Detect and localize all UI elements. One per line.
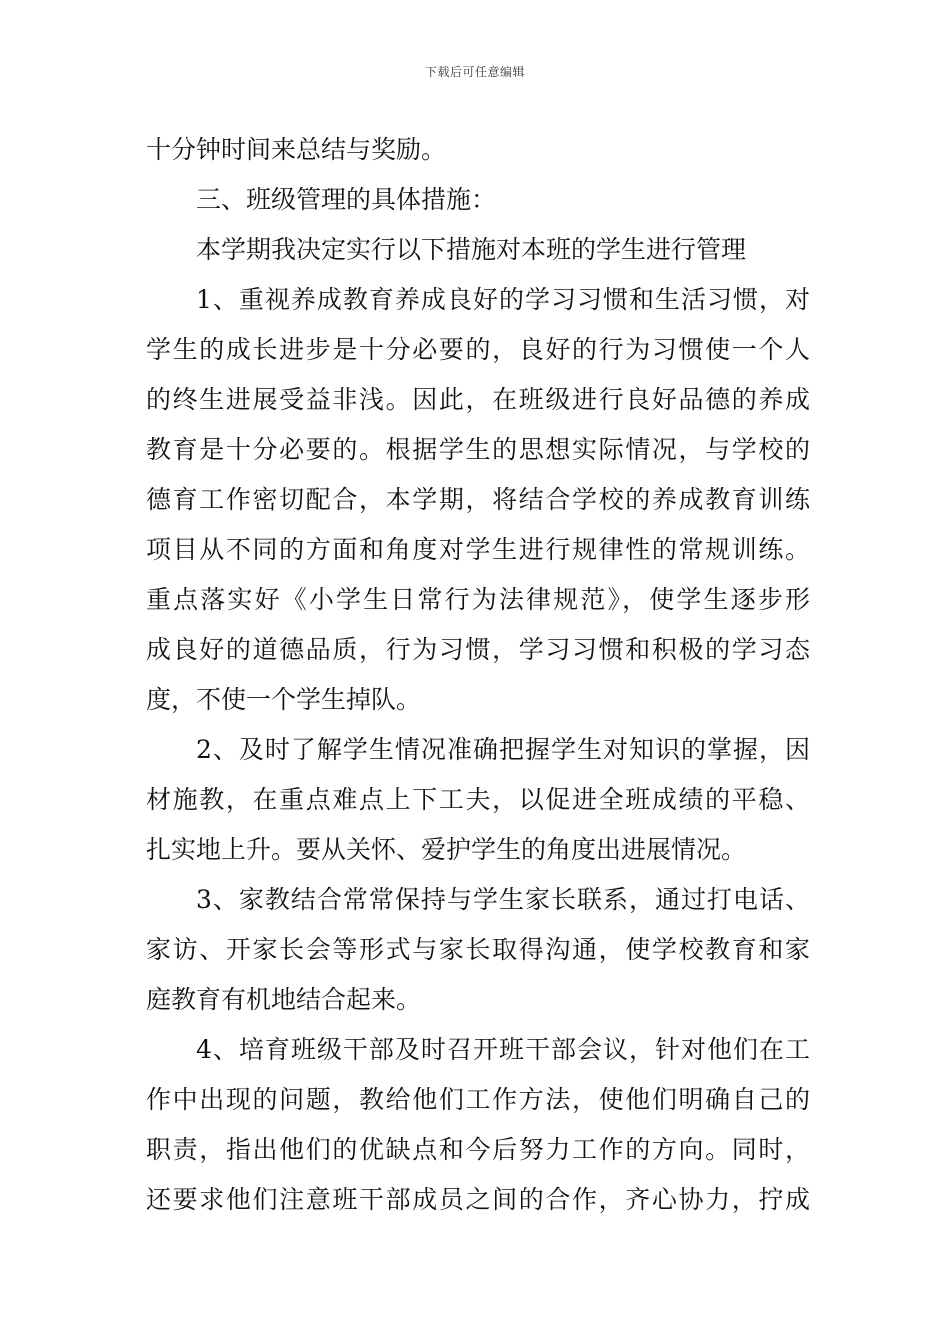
text-line: 作中出现的问题，教给他们工作方法，使他们明确自己的 xyxy=(146,1085,810,1114)
text-line: 三、班级管理的具体措施： xyxy=(196,185,497,214)
text-line: 材施教，在重点难点上下工夫，以促进全班成绩的平稳、 xyxy=(146,785,810,814)
text-line: 2、及时了解学生情况准确把握学生对知识的掌握，因 xyxy=(196,735,810,764)
text-line: 本学期我决定实行以下措施对本班的学生进行管理 xyxy=(196,235,747,264)
text-line: 成良好的道德品质，行为习惯，学习习惯和积极的学习态 xyxy=(146,635,810,664)
text-line: 度，不使一个学生掉队。 xyxy=(146,685,422,714)
text-line: 职责，指出他们的优缺点和今后努力工作的方向。同时， xyxy=(146,1135,810,1164)
text-line: 还要求他们注意班干部成员之间的合作，齐心协力，拧成 xyxy=(146,1185,810,1214)
text-line: 学生的成长进步是十分必要的，良好的行为习惯使一个人 xyxy=(146,335,810,364)
page-header: 下载后可任意编辑 xyxy=(424,65,525,79)
text-line: 扎实地上升。要从关怀、爱护学生的角度出进展情况。 xyxy=(146,835,747,864)
text-line: 德育工作密切配合，本学期，将结合学校的养成教育训练 xyxy=(146,485,810,514)
text-line: 的终生进展受益非浅。因此，在班级进行良好品德的养成 xyxy=(146,385,810,414)
text-line: 十分钟时间来总结与奖励。 xyxy=(146,135,447,164)
text-line: 4、培育班级干部及时召开班干部会议，针对他们在工 xyxy=(196,1035,810,1064)
text-line: 庭教育有机地结合起来。 xyxy=(146,985,422,1014)
text-line: 重点落实好《小学生日常行为法律规范》，使学生逐步形 xyxy=(146,585,810,614)
text-line: 教育是十分必要的。根据学生的思想实际情况，与学校的 xyxy=(146,435,810,464)
text-line: 1、重视养成教育养成良好的学习习惯和生活习惯，对 xyxy=(196,285,810,314)
text-line: 3、家教结合常常保持与学生家长联系，通过打电话、 xyxy=(196,885,810,914)
text-line: 项目从不同的方面和角度对学生进行规律性的常规训练。 xyxy=(146,535,810,564)
document-body xyxy=(146,125,810,1225)
text-line: 家访、开家长会等形式与家长取得沟通，使学校教育和家 xyxy=(146,935,810,964)
